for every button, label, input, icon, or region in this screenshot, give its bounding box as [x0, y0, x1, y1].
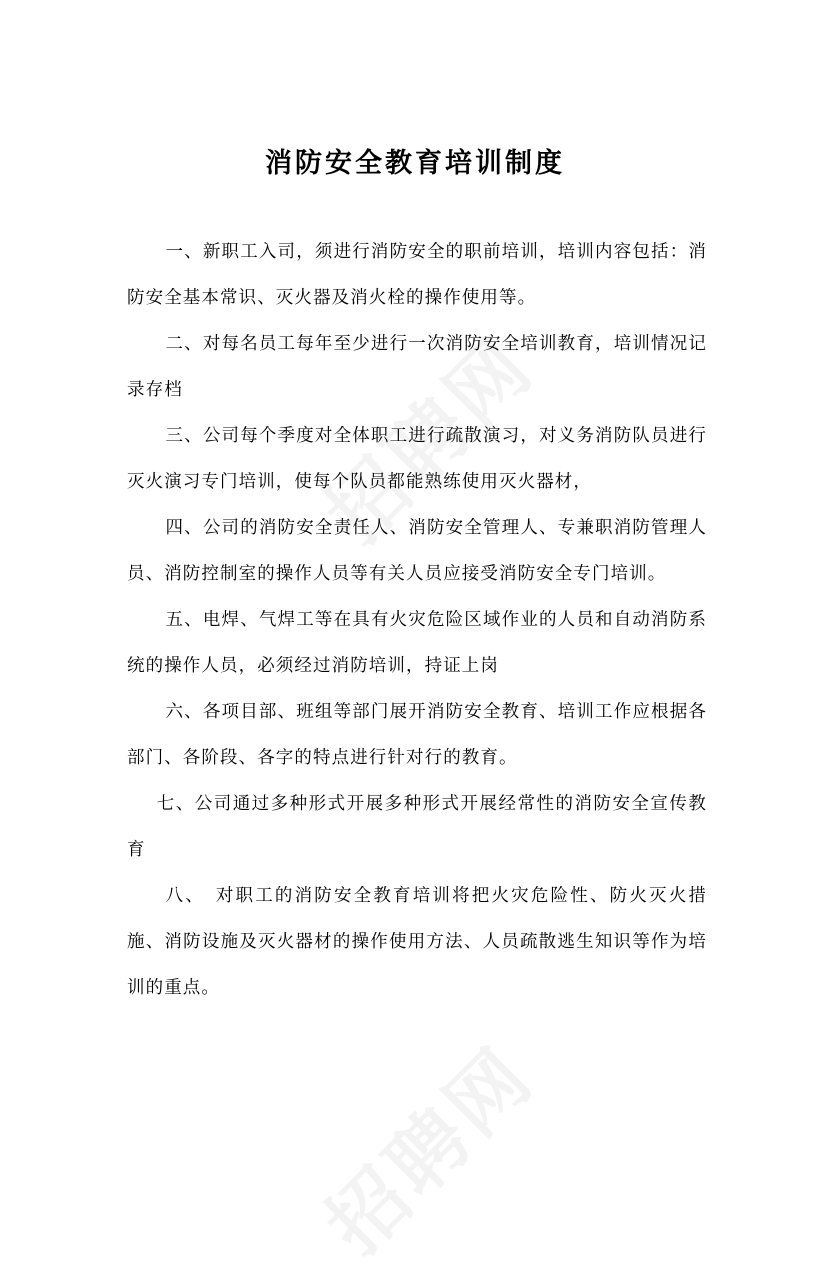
document-body	[127, 229, 707, 1011]
page-title: 消防安全教育培训制度	[265, 148, 565, 179]
watermark	[300, 1090, 552, 1202]
paragraph-3: 三、公司每个季度对全体职工进行疏散演习，对义务消防队员进行灭火演习专门培训，使每个队员都能熟练使用灭火器材，	[127, 426, 707, 492]
paragraph-2: 二、对每名员工每年至少进行一次消防安全培训教育，培训情况记录存档	[127, 334, 707, 400]
paragraph-4: 四、公司的消防安全责任人、消防安全管理人、专兼职消防管理人员、消防控制室的操作人员等有关人员应接受消防安全专门培训。	[127, 518, 707, 584]
paragraph-1: 一、新职工入司，须进行消防安全的职前培训，培训内容包括：消防安全基本常识、灭火器及消火栓的操作使用等。	[127, 242, 707, 308]
paragraph-5: 五、电焊、气焊工等在具有火灾危险区域作业的人员和自动消防系统的操作人员，必须经过消防培训，持证上岗	[127, 610, 707, 676]
paragraph-8: 八、 对职工的消防安全教育培训将把火灾危险性、防火灭火措施、消防设施及灭火器材的操作使用方法、人员疏散逃生知识等作为培训的重点。	[127, 886, 707, 998]
paragraph-6: 六、各项目部、班组等部门展开消防安全教育、培训工作应根据各部门、各阶段、各字的特点进行针对行的教育。	[127, 702, 707, 768]
paragraph-7: 七、公司通过多种形式开展多种形式开展经常性的消防安全宣传教育	[127, 794, 707, 860]
watermark-text	[297, 1017, 554, 1274]
